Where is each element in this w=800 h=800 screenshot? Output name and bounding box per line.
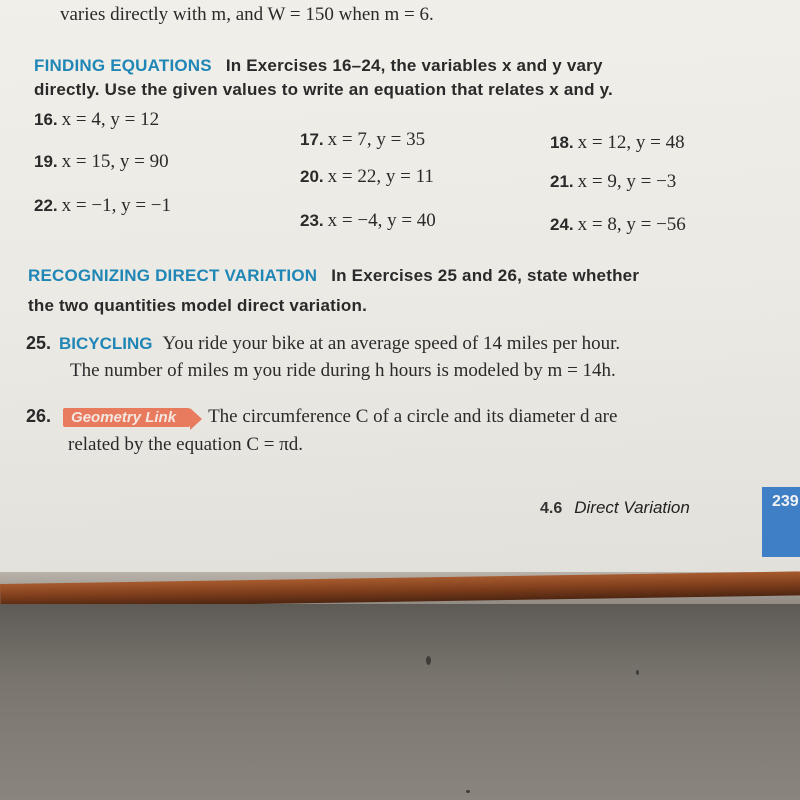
- exercise-26-text-1: The circumference C of a circle and its diameter d are: [208, 406, 618, 427]
- exercise-26-line1: [26, 406, 617, 428]
- exercise-number: 19.: [34, 152, 58, 171]
- exercise-23: [300, 210, 436, 232]
- exercise-text: x = 22, y = 11: [327, 166, 434, 187]
- recognizing-instructions-1: In Exercises 25 and 26, state whether: [331, 266, 640, 285]
- exercise-25-number: 25.: [26, 333, 52, 353]
- exercise-number: 22.: [34, 196, 58, 215]
- page-footer: [540, 498, 690, 518]
- recognizing-heading-line: [28, 266, 639, 286]
- exercise-24: [550, 214, 686, 236]
- finding-heading-line: [34, 56, 603, 76]
- exercise-26-text-2: related by the equation C = πd.: [68, 434, 304, 455]
- exercise-17: [300, 129, 425, 151]
- exercise-16: [34, 109, 159, 131]
- desk-speck: [636, 670, 639, 675]
- exercise-22: [34, 195, 171, 217]
- exercise-20: [300, 166, 434, 188]
- desk-speck: [466, 790, 470, 793]
- exercise-number: 23.: [300, 211, 324, 230]
- finding-instructions-2: directly. Use the given values to write an equation that relates x and y.: [34, 80, 613, 99]
- exercise-text: x = 8, y = −56: [577, 214, 686, 235]
- exercise-19: [34, 151, 169, 173]
- exercise-number: 20.: [300, 167, 324, 186]
- exercise-text: x = 12, y = 48: [577, 132, 685, 153]
- exercise-number: 18.: [550, 133, 574, 152]
- exercise-text: x = −1, y = −1: [61, 195, 172, 216]
- recognizing-heading: RECOGNIZING DIRECT VARIATION: [28, 266, 318, 285]
- recognizing-instructions-2: the two quantities model direct variation.: [28, 296, 368, 315]
- exercise-25-text-1: You ride your bike at an average speed of 14 miles per hour.: [162, 333, 621, 354]
- exercise-text: x = 7, y = 35: [327, 129, 426, 150]
- finding-heading: FINDING EQUATIONS: [34, 56, 212, 75]
- page-number: 239: [772, 493, 799, 510]
- desk-surface: [0, 604, 800, 800]
- top-line: varies directly with m, and W = 150 when m = 6.: [60, 4, 434, 25]
- exercise-text: x = 9, y = −3: [577, 171, 677, 192]
- exercise-25-line1: [26, 333, 620, 355]
- exercise-text: x = 15, y = 90: [61, 151, 169, 172]
- exercise-21: [550, 171, 676, 193]
- exercise-26-number: 26.: [26, 406, 52, 426]
- exercise-text: x = −4, y = 40: [327, 210, 436, 231]
- finding-instructions-1: In Exercises 16–24, the variables x and y vary: [225, 56, 603, 75]
- page-number-tab: [762, 487, 800, 557]
- footer-section-title: Direct Variation: [574, 498, 690, 517]
- exercise-25-label: BICYCLING: [59, 334, 153, 353]
- exercise-number: 24.: [550, 215, 574, 234]
- exercise-number: 16.: [34, 110, 58, 129]
- geometry-link-badge: Geometry Link: [63, 408, 190, 427]
- footer-section-number: 4.6: [540, 500, 563, 517]
- desk-speck: [426, 656, 431, 665]
- exercise-18: [550, 132, 685, 154]
- exercise-text: x = 4, y = 12: [61, 109, 160, 130]
- exercise-number: 21.: [550, 172, 574, 191]
- exercise-number: 17.: [300, 130, 324, 149]
- exercise-25-text-2: The number of miles m you ride during h hours is modeled by m = 14h.: [70, 360, 616, 381]
